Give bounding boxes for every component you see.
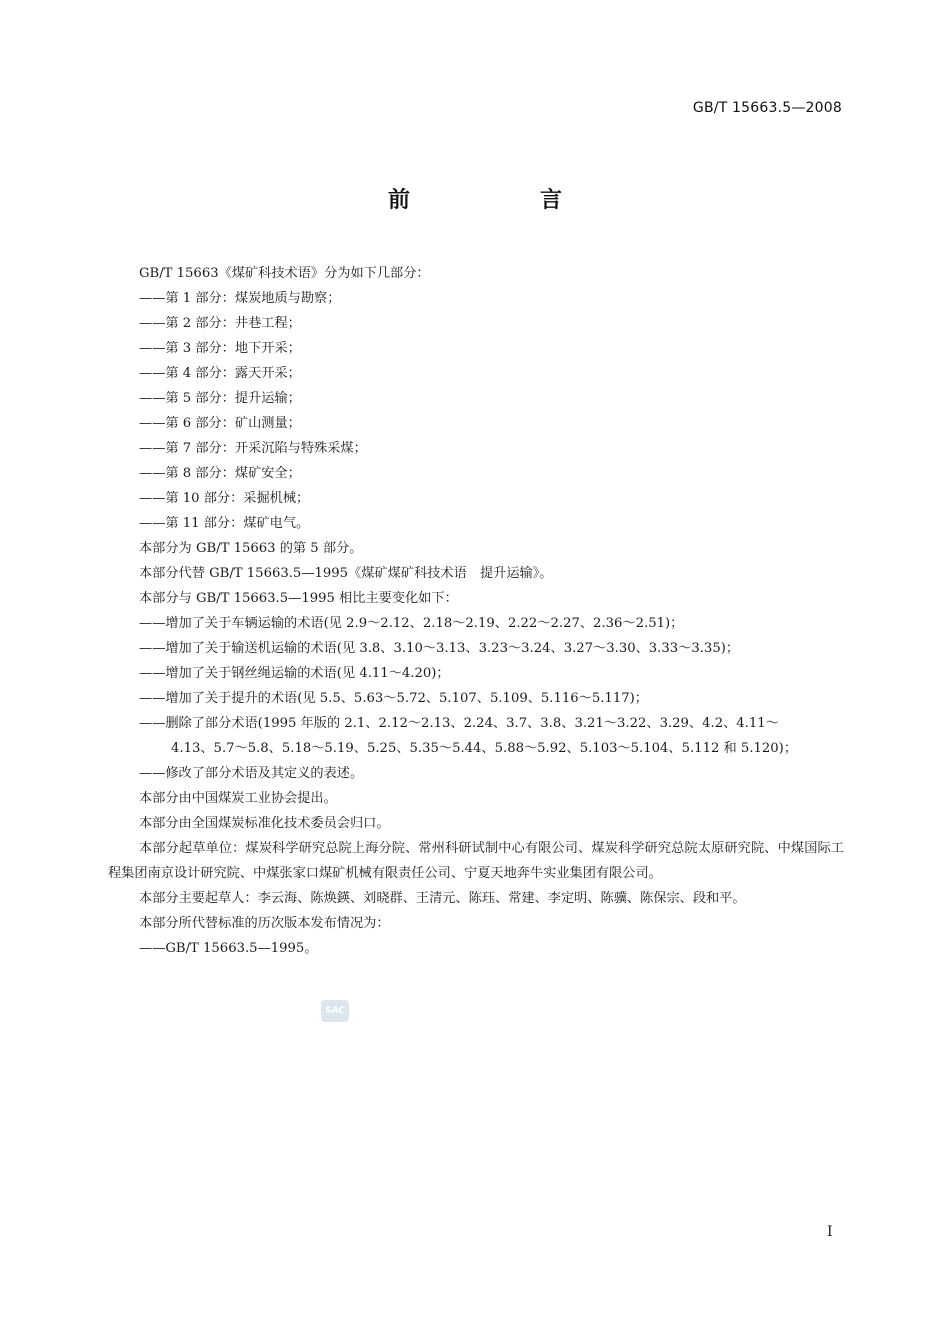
part-item: ——第 11 部分：煤矿电气。 xyxy=(139,516,310,531)
change-item-continuation: 4.13、5.7～5.8、5.18～5.19、5.25、5.35～5.44、5.88～5.92、5.103～5.104、5.112 和 5.120)； xyxy=(171,741,798,756)
change-item: ——删除了部分术语(1995 年版的 2.1、2.12～2.13、2.24、3.7、3.8、3.21～3.22、3.29、4.2、4.11～ xyxy=(139,716,779,731)
change-item: ——增加了关于钢丝绳运输的术语(见 4.11～4.20)； xyxy=(139,666,450,681)
part-item: ——第 5 部分：提升运输； xyxy=(139,391,301,406)
statement-part: 本部分为 GB/T 15663 的第 5 部分。 xyxy=(139,541,363,556)
part-item: ——第 2 部分：井巷工程； xyxy=(139,316,301,331)
change-item: ——增加了关于输送机运输的术语(见 3.8、3.10～3.13、3.23～3.24、3.27～3.30、3.33～3.35)； xyxy=(139,641,740,656)
sac-watermark-logo: SAC xyxy=(321,1000,349,1022)
standard-code: GB/T 15663.5—2008 xyxy=(692,100,842,116)
page-number: I xyxy=(827,1224,833,1240)
history-intro: 本部分所代替标准的历次版本发布情况为： xyxy=(139,916,390,931)
centralized-by: 本部分由全国煤炭标准化技术委员会归口。 xyxy=(139,816,390,831)
proposed-by: 本部分由中国煤炭工业协会提出。 xyxy=(139,791,337,806)
part-item: ——第 1 部分：煤炭地质与勘察； xyxy=(139,291,341,306)
change-item: ——增加了关于提升的术语(见 5.5、5.63～5.72、5.107、5.109、5.116～5.117)； xyxy=(139,691,648,706)
part-item: ——第 3 部分：地下开采； xyxy=(139,341,301,356)
change-item: ——增加了关于车辆运输的术语(见 2.9～2.12、2.18～2.19、2.22～2.27、2.36～2.51)； xyxy=(139,616,684,631)
part-item: ——第 10 部分：采掘机械； xyxy=(139,491,310,506)
part-item: ——第 8 部分：煤矿安全； xyxy=(139,466,301,481)
part-item: ——第 6 部分：矿山测量； xyxy=(139,416,301,431)
intro-line: GB/T 15663《煤矿科技术语》分为如下几部分： xyxy=(139,266,430,281)
changes-intro: 本部分与 GB/T 15663.5—1995 相比主要变化如下： xyxy=(139,591,458,606)
change-item: ——修改了部分术语及其定义的表述。 xyxy=(139,766,364,781)
drafters: 本部分主要起草人：李云海、陈焕鍈、刘晓群、王清元、陈珏、常建、李定明、陈骥、陈保宗、段和平。 xyxy=(139,891,746,906)
drafting-units: 本部分起草单位：煤炭科学研究总院上海分院、常州科研试制中心有限公司、煤炭科学研究总院太原研究院、中煤国际工程集团南京设计研究院、中煤张家口煤矿机械有限责任公司、宁夏天地奔牛实业集团有限公司。 xyxy=(108,841,844,881)
page-title: 前 言 xyxy=(387,188,616,213)
statement-replace: 本部分代替 GB/T 15663.5—1995《煤矿煤矿科技术语 提升运输》。 xyxy=(139,566,553,581)
part-item: ——第 7 部分：开采沉陷与特殊采煤； xyxy=(139,441,367,456)
part-item: ——第 4 部分：露天开采； xyxy=(139,366,301,381)
document-body xyxy=(108,261,844,961)
history-item: ——GB/T 15663.5—1995。 xyxy=(139,941,318,956)
